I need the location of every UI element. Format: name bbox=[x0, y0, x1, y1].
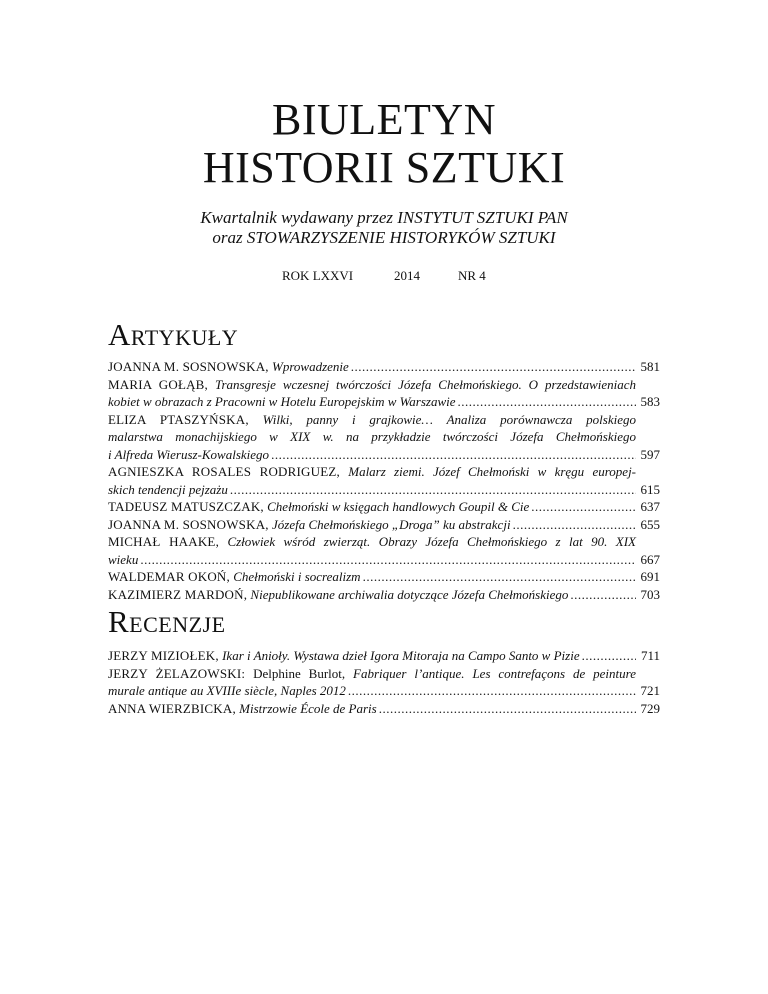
entry-title-continued: wieku bbox=[108, 551, 139, 567]
articles-list bbox=[108, 358, 660, 603]
entry-author: TADEUSZ MATUSZCZAK, bbox=[108, 499, 264, 514]
leader-dots bbox=[458, 393, 636, 411]
leader-dots bbox=[351, 358, 636, 376]
entry-author: ELIZA PTASZYŃSKA, bbox=[108, 411, 249, 427]
entry-title-continued: i Alfreda Wierusz-Kowalskiego bbox=[108, 446, 270, 462]
leader-dots bbox=[230, 481, 636, 499]
entry-author: KAZIMIERZ MARDOŃ, bbox=[108, 586, 248, 602]
journal-title-line-2: HISTORII SZTUKI bbox=[202, 143, 566, 192]
toc-entry[interactable] bbox=[108, 358, 660, 376]
reviews-heading: Recenzje bbox=[108, 604, 226, 639]
entry-title: Ikar i Anioły. Wystawa dzieł Igora Mitoraja na Campo Santo w Pizie bbox=[222, 648, 580, 663]
issue-meta bbox=[108, 268, 660, 288]
leader-dots bbox=[348, 682, 636, 700]
entry-page-number: 703 bbox=[640, 586, 660, 602]
leader-dots bbox=[570, 586, 636, 604]
toc-entry[interactable] bbox=[108, 700, 660, 718]
entry-title-continued: kobiet w obrazach z Pracowni w Hotelu Europejskim w Warszawie bbox=[108, 394, 456, 409]
toc-entry[interactable] bbox=[108, 647, 660, 665]
entry-author: ANNA WIERZBICKA, bbox=[108, 700, 236, 716]
toc-entry[interactable] bbox=[108, 463, 660, 498]
entry-page-number: 581 bbox=[640, 359, 660, 374]
reviewed-author: Delphine Burlot, bbox=[253, 665, 346, 681]
journal-subtitle bbox=[108, 208, 660, 248]
entry-author: JERZY ŻELAZOWSKI: bbox=[108, 665, 246, 681]
entry-title: Człowiek wśród zwierząt. Obrazy Józefa Chełmońskiego z lat 90. XIX bbox=[227, 534, 636, 549]
leader-dots bbox=[271, 446, 636, 464]
entry-title-continued: skich tendencji pejzażu bbox=[108, 481, 228, 497]
entry-author: MICHAŁ HAAKE, bbox=[108, 534, 220, 549]
leader-dots bbox=[531, 498, 636, 516]
entry-author: JOANNA M. SOSNOWSKA, bbox=[108, 516, 269, 532]
entry-title: Niepublikowane archiwalia dotyczące Józefa Chełmońskiego bbox=[250, 586, 569, 602]
subtitle-line-1: Kwartalnik wydawany przez INSTYTUT SZTUKI PAN bbox=[200, 208, 568, 227]
entry-title: Mistrzowie École de Paris bbox=[239, 700, 377, 716]
entry-author: WALDEMAR OKOŃ, bbox=[108, 569, 230, 584]
toc-entry[interactable] bbox=[108, 568, 660, 586]
leader-dots bbox=[140, 551, 636, 569]
table-of-contents-page bbox=[108, 0, 660, 717]
entry-title: Fabriquer l’antique. Les contrefaçons de peinture bbox=[353, 665, 636, 681]
entry-page-number: 729 bbox=[640, 700, 660, 716]
entry-title: Wprowadzenie bbox=[272, 359, 349, 374]
entry-author: JERZY MIZIOŁEK, bbox=[108, 648, 219, 663]
entry-title: Malarz ziemi. Józef Chełmoński w kręgu europej- bbox=[348, 464, 637, 479]
toc-entry[interactable] bbox=[108, 411, 660, 464]
toc-entry[interactable] bbox=[108, 376, 660, 411]
volume-label: ROK LXXVI bbox=[282, 268, 354, 283]
entry-title: Chełmoński w księgach handlowych Goupil & Cie bbox=[267, 499, 530, 514]
entry-page-number: 721 bbox=[640, 683, 660, 698]
entry-page-number: 667 bbox=[640, 551, 660, 567]
entry-page-number: 691 bbox=[640, 569, 660, 584]
year-label: 2014 bbox=[394, 268, 420, 283]
leader-dots bbox=[379, 700, 636, 718]
toc-entry[interactable] bbox=[108, 586, 660, 604]
entry-page-number: 615 bbox=[640, 481, 660, 497]
entry-title-continued: malarstwa monachijskiego w XIX w. na przykładzie twórczości Józefa Chełmońskiego bbox=[108, 429, 636, 444]
entry-author: JOANNA M. SOSNOWSKA, bbox=[108, 359, 269, 374]
entry-page-number: 597 bbox=[640, 446, 660, 462]
entry-author: MARIA GOŁĄB, bbox=[108, 376, 209, 392]
leader-dots bbox=[363, 568, 636, 586]
leader-dots bbox=[582, 647, 636, 665]
entry-title: Transgresje wczesnej twórczości Józefa Chełmońskiego. O przedstawieniach bbox=[214, 376, 637, 392]
entry-title-continued: murale antique au XVIIIe siècle, Naples 2012 bbox=[108, 683, 346, 698]
subtitle-line-2: oraz STOWARZYSZENIE HISTORYKÓW SZTUKI bbox=[212, 228, 556, 247]
entry-author: AGNIESZKA ROSALES RODRIGUEZ, bbox=[108, 464, 340, 479]
entry-page-number: 583 bbox=[640, 394, 660, 409]
toc-entry[interactable] bbox=[108, 516, 660, 534]
journal-title bbox=[108, 0, 660, 192]
articles-heading: Artykuły bbox=[108, 317, 239, 352]
journal-title-line-1: BIULETYN bbox=[272, 95, 496, 144]
entry-page-number: 655 bbox=[640, 516, 660, 532]
entry-page-number: 637 bbox=[640, 499, 660, 514]
toc-entry[interactable] bbox=[108, 498, 660, 516]
toc-entry[interactable] bbox=[108, 665, 660, 700]
toc-entry[interactable] bbox=[108, 533, 660, 568]
entry-title: Wilki, panny i grajkowie… Analiza porównawcza polskiego bbox=[262, 411, 636, 427]
entry-page-number: 711 bbox=[640, 648, 660, 663]
entry-title: Józefa Chełmońskiego „Droga” ku abstrakcji bbox=[272, 516, 511, 532]
reviews-list bbox=[108, 647, 660, 717]
issue-number-label: NR 4 bbox=[458, 268, 486, 283]
leader-dots bbox=[513, 516, 636, 534]
entry-title: Chełmoński i socrealizm bbox=[233, 569, 361, 584]
